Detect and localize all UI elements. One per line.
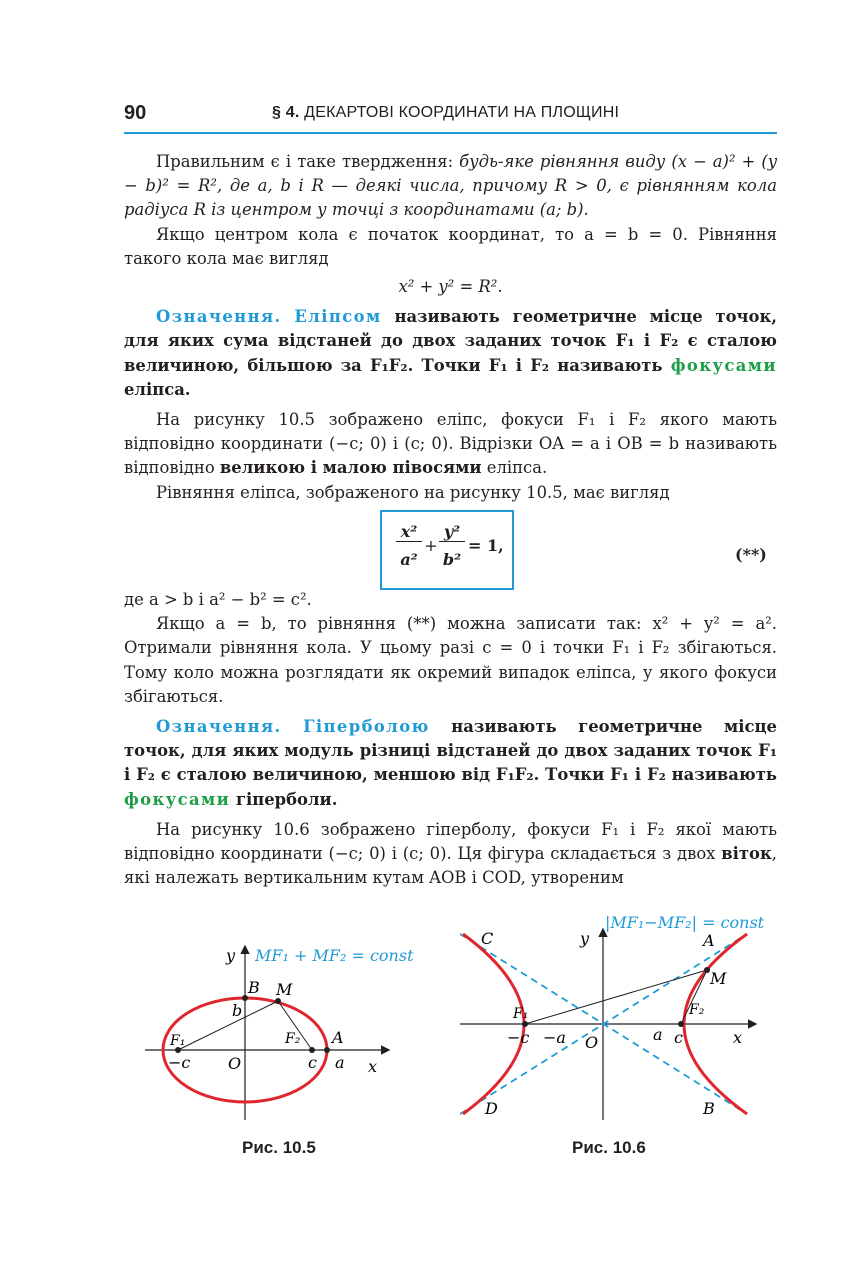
page-number: 90 [124, 102, 147, 124]
section-title [272, 104, 619, 122]
y-numerator: y² [439, 522, 465, 542]
label-b-point: B [248, 978, 260, 997]
para7-bold: віток [721, 844, 772, 864]
x-numerator: x² [396, 522, 422, 542]
paragraph-6: Якщо a = b, то рівняння (**) можна записати так: x² + y² = a². Отримали рівняння кола. У цьому разі c = 0 і точки F₁ і F₂ збігаються. Тому коло можна розглядати як окремий випадок еліпса, у якого фокуси збігаються. [124, 614, 777, 706]
para3-bold: великою і малою півосями [219, 458, 482, 478]
label-c-point: C [481, 929, 494, 948]
def2-foci: фокусами [124, 789, 231, 809]
figure-hyperbola [455, 900, 785, 1130]
para1-lead: Правильним є і таке твердження: [156, 152, 460, 171]
label-a-point: A [703, 931, 715, 950]
label-c: c [674, 1028, 683, 1047]
caption-fig-10-6: Рис. 10.6 [572, 1138, 646, 1157]
def-text-end: еліпса. [124, 379, 191, 399]
label-c: c [308, 1053, 317, 1072]
label-x: x [733, 1028, 743, 1047]
label-a-point: A [332, 1028, 344, 1047]
def-text: називають геометричне місце точок, для яких сума відстаней до двох заданих точок F₁ і F₂ є сталою величиною, більшою за F₁F₂. Точки F₁ і F₂ називають [124, 307, 777, 375]
label-formula: MF₁ + MF₂ = const [255, 946, 414, 965]
label-neg-c: −c [168, 1053, 191, 1072]
caption-fig-10-5: Рис. 10.5 [242, 1138, 316, 1157]
para3-text: На рисунку 10.5 зображено еліпс, фокуси F₁ і F₂ якого мають відповідно координати (−c; 0) і (c; 0). Відрізки OA = a і OB = b називають відповідно [124, 410, 777, 478]
formula-rhs: = 1, [468, 536, 504, 555]
paragraph-1 [124, 150, 777, 223]
label-b: b [232, 1001, 243, 1020]
label-neg-a: −a [543, 1028, 566, 1047]
figure-ellipse [130, 935, 430, 1125]
circle-equation: x² + y² = R². [398, 277, 503, 297]
page-header [124, 96, 777, 134]
para7-text: На рисунку 10.6 зображено гіперболу, фокуси F₁ і F₂ якої мають відповідно координати (−c; 0) і (c; 0). Ця фігура складається з двох [124, 819, 777, 864]
def-term: Еліпсом [294, 307, 382, 327]
label-o: O [585, 1033, 599, 1052]
ellipse-formula-box [380, 510, 514, 590]
para7-end: , які належать вертикальним кутам AOB і COD, утвореним [124, 844, 777, 888]
label-a: a [653, 1025, 663, 1044]
label-f1: F₁ [170, 1033, 186, 1049]
point-a [324, 1047, 330, 1053]
hyperbola-definition [124, 715, 777, 812]
label-neg-c: −c [507, 1028, 530, 1047]
section-prefix: § 4. [272, 104, 300, 121]
label-m: M [276, 980, 293, 999]
label-y: y [580, 929, 590, 948]
label-f1: F₁ [513, 1006, 529, 1022]
def2-label: Означення. [156, 717, 282, 737]
label-a: a [335, 1053, 345, 1072]
paragraph-4: Рівняння еліпса, зображеного на рисунку 10.5, має вигляд [156, 482, 670, 502]
label-b-point: B [703, 1099, 715, 1118]
label-y: y [226, 946, 236, 965]
label-o: O [228, 1054, 242, 1073]
body-text-bottom [124, 588, 777, 890]
plus-sign: + [424, 536, 438, 555]
label-x: x [368, 1057, 378, 1076]
paragraph-2: Якщо центром кола є початок координат, то a = b = 0. Рівняння такого кола має вигляд [124, 224, 777, 268]
ellipse-definition [124, 305, 777, 402]
def2-text-end: гіперболи. [230, 789, 338, 809]
label-m: M [710, 969, 727, 988]
label-formula: |MF₁−MF₂| = const [605, 913, 765, 932]
label-f2: F₂ [285, 1031, 301, 1047]
paragraph-5: де a > b і a² − b² = c². [124, 590, 312, 609]
paragraph-7 [124, 818, 777, 891]
point-f2 [678, 1021, 684, 1027]
def-foci: фокусами [670, 355, 777, 375]
label-d-point: D [485, 1099, 498, 1118]
formula-tag: (**) [735, 545, 767, 564]
def2-term: Гіперболою [303, 717, 430, 737]
paragraph-3 [124, 408, 777, 481]
body-text-top [124, 150, 777, 505]
para1-statement: будь-яке рівняння виду (x − a)² + (y − b)² = R², де a, b і R — деякі числа, причому R > 0, є рівнянням кола радіуса R із центром у точці з координатами (a; b). [124, 152, 777, 220]
def-label: Означення. [156, 307, 282, 327]
x-denominator: a² [400, 550, 418, 569]
def2-text: називають геометричне місце точок, для яких модуль різниці відстаней до двох заданих точок F₁ і F₂ є сталою величиною, меншою від F₁F₂. Точки F₁ і F₂ називають [124, 717, 777, 785]
section-title-text: ДЕКАРТОВІ КООРДИНАТИ НА ПЛОЩИНІ [304, 104, 620, 121]
y-denominator: b² [442, 550, 462, 569]
label-f2: F₂ [689, 1002, 705, 1018]
para3-end: еліпса. [481, 458, 548, 478]
